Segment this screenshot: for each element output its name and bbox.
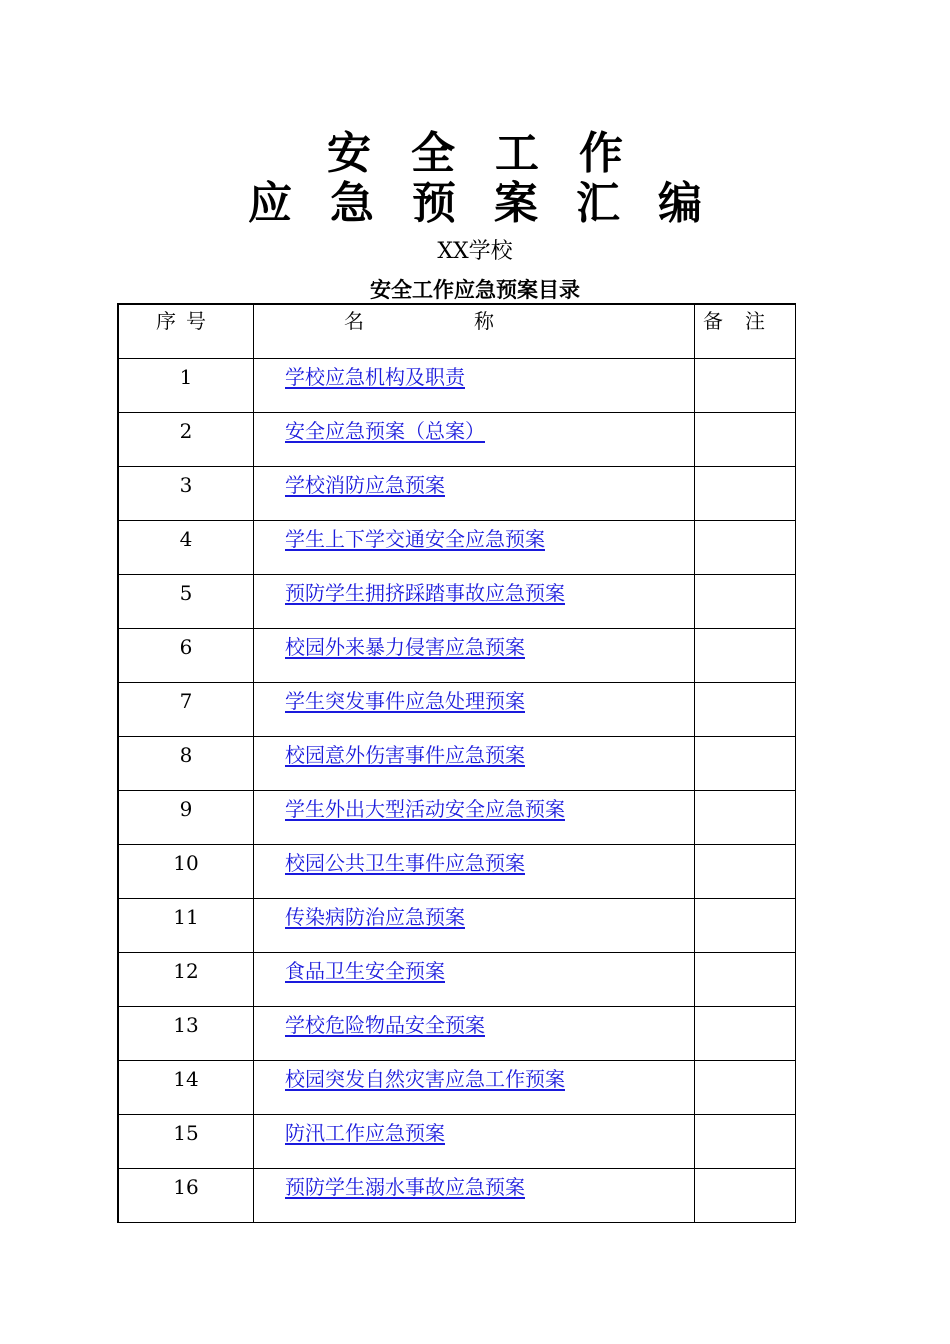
row-note-cell: [695, 1169, 796, 1223]
header-note-label: 备注: [703, 309, 787, 333]
table-row: [118, 683, 796, 737]
toc-link[interactable]: 学生上下学交通安全应急预案: [285, 527, 545, 551]
row-name-cell: [254, 413, 695, 467]
row-number: 16: [173, 1175, 199, 1199]
toc-link[interactable]: 学校消防应急预案: [285, 473, 445, 497]
row-number-cell: [118, 1169, 254, 1223]
row-number-cell: [118, 575, 254, 629]
table-row: [118, 1061, 796, 1115]
document-title-line2: 应急预案汇编: [248, 178, 740, 229]
row-note-cell: [695, 899, 796, 953]
table-row: [118, 521, 796, 575]
toc-header-row: [118, 304, 796, 359]
document-title-line1: 安全工作: [327, 128, 663, 179]
school-name: XX学校: [437, 239, 513, 264]
row-number-cell: [118, 845, 254, 899]
row-number: 9: [179, 797, 193, 821]
row-number: 4: [179, 527, 193, 551]
row-number-cell: [118, 683, 254, 737]
table-row: [118, 629, 796, 683]
row-name-cell: [254, 467, 695, 521]
row-name-cell: [254, 953, 695, 1007]
row-number: 6: [179, 635, 193, 659]
row-note-cell: [695, 953, 796, 1007]
header-note: [695, 304, 796, 359]
row-number-cell: [118, 521, 254, 575]
toc-link[interactable]: 预防学生拥挤踩踏事故应急预案: [285, 581, 565, 605]
toc-link[interactable]: 校园意外伤害事件应急预案: [285, 743, 525, 767]
table-row: [118, 899, 796, 953]
row-name-cell: [254, 629, 695, 683]
row-number: 2: [179, 419, 193, 443]
row-note-cell: [695, 683, 796, 737]
row-name-cell: [254, 683, 695, 737]
row-name-cell: [254, 521, 695, 575]
row-number-cell: [118, 359, 254, 413]
table-row: [118, 467, 796, 521]
row-number-cell: [118, 467, 254, 521]
row-name-cell: [254, 899, 695, 953]
row-note-cell: [695, 1115, 796, 1169]
toc-link[interactable]: 学校应急机构及职责: [285, 365, 465, 389]
row-name-cell: [254, 359, 695, 413]
row-number: 7: [179, 689, 193, 713]
row-number: 1: [179, 365, 193, 389]
toc-link[interactable]: 校园突发自然灾害应急工作预案: [285, 1067, 565, 1091]
toc-link[interactable]: 食品卫生安全预案: [285, 959, 445, 983]
row-name-cell: [254, 1115, 695, 1169]
row-name-cell: [254, 1007, 695, 1061]
row-name-cell: [254, 737, 695, 791]
toc-link[interactable]: 校园公共卫生事件应急预案: [285, 851, 525, 875]
row-number-cell: [118, 1115, 254, 1169]
toc-link[interactable]: 传染病防治应急预案: [285, 905, 465, 929]
row-number: 15: [173, 1121, 199, 1145]
row-note-cell: [695, 521, 796, 575]
table-row: [118, 1007, 796, 1061]
toc-link[interactable]: 学生外出大型活动安全应急预案: [285, 797, 565, 821]
row-name-cell: [254, 1061, 695, 1115]
toc-table: [117, 303, 796, 1223]
table-row: [118, 1115, 796, 1169]
header-name-label: 名称: [344, 309, 604, 333]
row-number: 5: [179, 581, 193, 605]
row-note-cell: [695, 467, 796, 521]
toc-link[interactable]: 学校危险物品安全预案: [285, 1013, 485, 1037]
header-no: [118, 304, 254, 359]
row-note-cell: [695, 629, 796, 683]
row-name-cell: [254, 791, 695, 845]
row-number-cell: [118, 1007, 254, 1061]
row-note-cell: [695, 1061, 796, 1115]
toc-link[interactable]: 校园外来暴力侵害应急预案: [285, 635, 525, 659]
table-row: [118, 953, 796, 1007]
toc-link[interactable]: 学生突发事件应急处理预案: [285, 689, 525, 713]
row-number-cell: [118, 413, 254, 467]
toc-heading: 安全工作应急预案目录: [370, 278, 580, 302]
row-name-cell: [254, 845, 695, 899]
row-note-cell: [695, 413, 796, 467]
row-name-cell: [254, 575, 695, 629]
row-number: 12: [173, 959, 199, 983]
toc-link[interactable]: 预防学生溺水事故应急预案: [285, 1175, 525, 1199]
table-row: [118, 845, 796, 899]
row-number-cell: [118, 737, 254, 791]
row-number: 14: [173, 1067, 199, 1091]
row-note-cell: [695, 791, 796, 845]
table-row: [118, 359, 796, 413]
row-number-cell: [118, 791, 254, 845]
table-row: [118, 737, 796, 791]
toc-body: [118, 359, 796, 1223]
row-number-cell: [118, 629, 254, 683]
row-number-cell: [118, 953, 254, 1007]
row-note-cell: [695, 1007, 796, 1061]
table-row: [118, 575, 796, 629]
row-number: 10: [173, 851, 199, 875]
header-name: [254, 304, 695, 359]
row-number-cell: [118, 1061, 254, 1115]
row-note-cell: [695, 359, 796, 413]
row-number: 8: [179, 743, 193, 767]
row-note-cell: [695, 845, 796, 899]
table-row: [118, 1169, 796, 1223]
header-no-label: 序号: [156, 309, 216, 333]
row-note-cell: [695, 737, 796, 791]
table-row: [118, 413, 796, 467]
row-name-cell: [254, 1169, 695, 1223]
toc-link[interactable]: 安全应急预案（总案）: [285, 419, 485, 443]
table-row: [118, 791, 796, 845]
toc-link[interactable]: 防汛工作应急预案: [285, 1121, 445, 1145]
row-number: 3: [179, 473, 193, 497]
row-number-cell: [118, 899, 254, 953]
row-number: 11: [173, 905, 199, 929]
row-note-cell: [695, 575, 796, 629]
row-number: 13: [173, 1013, 199, 1037]
